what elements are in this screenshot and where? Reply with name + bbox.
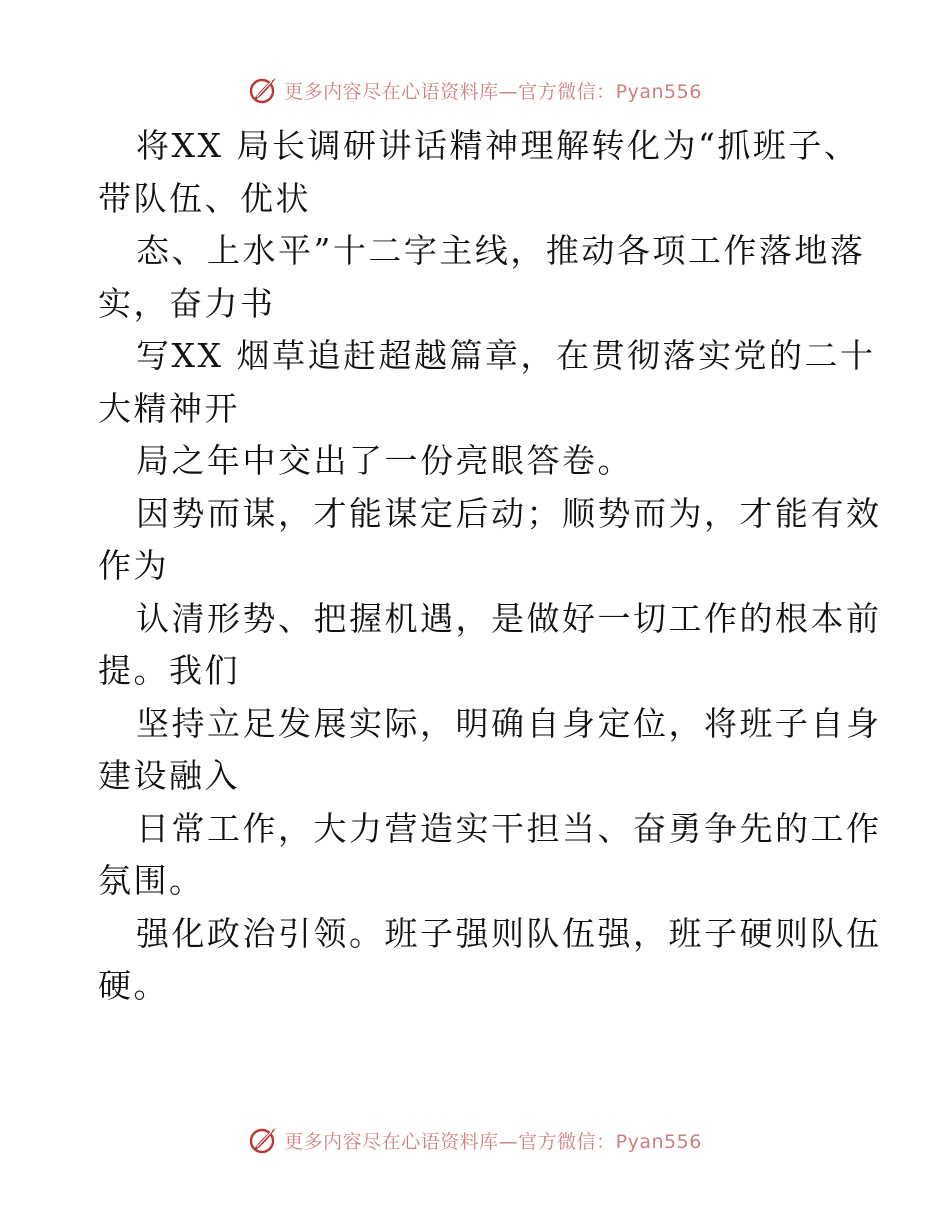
footer-watermark-banner bbox=[0, 1120, 950, 1160]
text-line: 氛围。 bbox=[98, 861, 205, 900]
text-line: 强化政治引领。班子强则队伍强，班子硬则队伍 bbox=[136, 913, 882, 953]
quill-circle-logo-icon bbox=[248, 1125, 278, 1155]
text-line: 因势而谋，才能谋定后动；顺势而为，才能有效 bbox=[136, 493, 882, 533]
text-line: 认清形势、把握机遇，是做好一切工作的根本前 bbox=[136, 598, 882, 638]
document-body bbox=[98, 120, 882, 1013]
footer-watermark-text: 更多内容尽在心语资料库—官方微信：Pyan556 bbox=[284, 1130, 702, 1153]
quill-circle-logo-icon bbox=[248, 75, 278, 105]
text-line: 提。我们 bbox=[98, 651, 240, 690]
header-watermark-text: 更多内容尽在心语资料库—官方微信：Pyan556 bbox=[284, 80, 702, 103]
text-line: 局之年中交出了一份亮眼答卷。 bbox=[136, 441, 633, 480]
text-line: 硬。 bbox=[98, 966, 169, 1005]
text-line: 日常工作，大力营造实干担当、奋勇争先的工作 bbox=[136, 808, 882, 848]
text-line: 态、上水平”十二字主线，推动各项工作落地落 bbox=[136, 231, 866, 270]
text-line: 将XX 局长调研讲话精神理解转化为“抓班子、 bbox=[136, 126, 860, 165]
header-watermark-banner bbox=[0, 70, 950, 110]
text-line: 坚持立足发展实际，明确自身定位，将班子自身 bbox=[136, 703, 882, 743]
text-line: 写XX 烟草追赶超越篇章，在贯彻落实党的二十 bbox=[136, 336, 876, 375]
text-line: 大精神开 bbox=[98, 388, 240, 428]
text-line: 建设融入 bbox=[98, 756, 240, 795]
text-line: 作为 bbox=[98, 546, 169, 585]
text-line: 实，奋力书 bbox=[98, 283, 276, 323]
text-line: 带队伍、优状 bbox=[98, 178, 311, 218]
